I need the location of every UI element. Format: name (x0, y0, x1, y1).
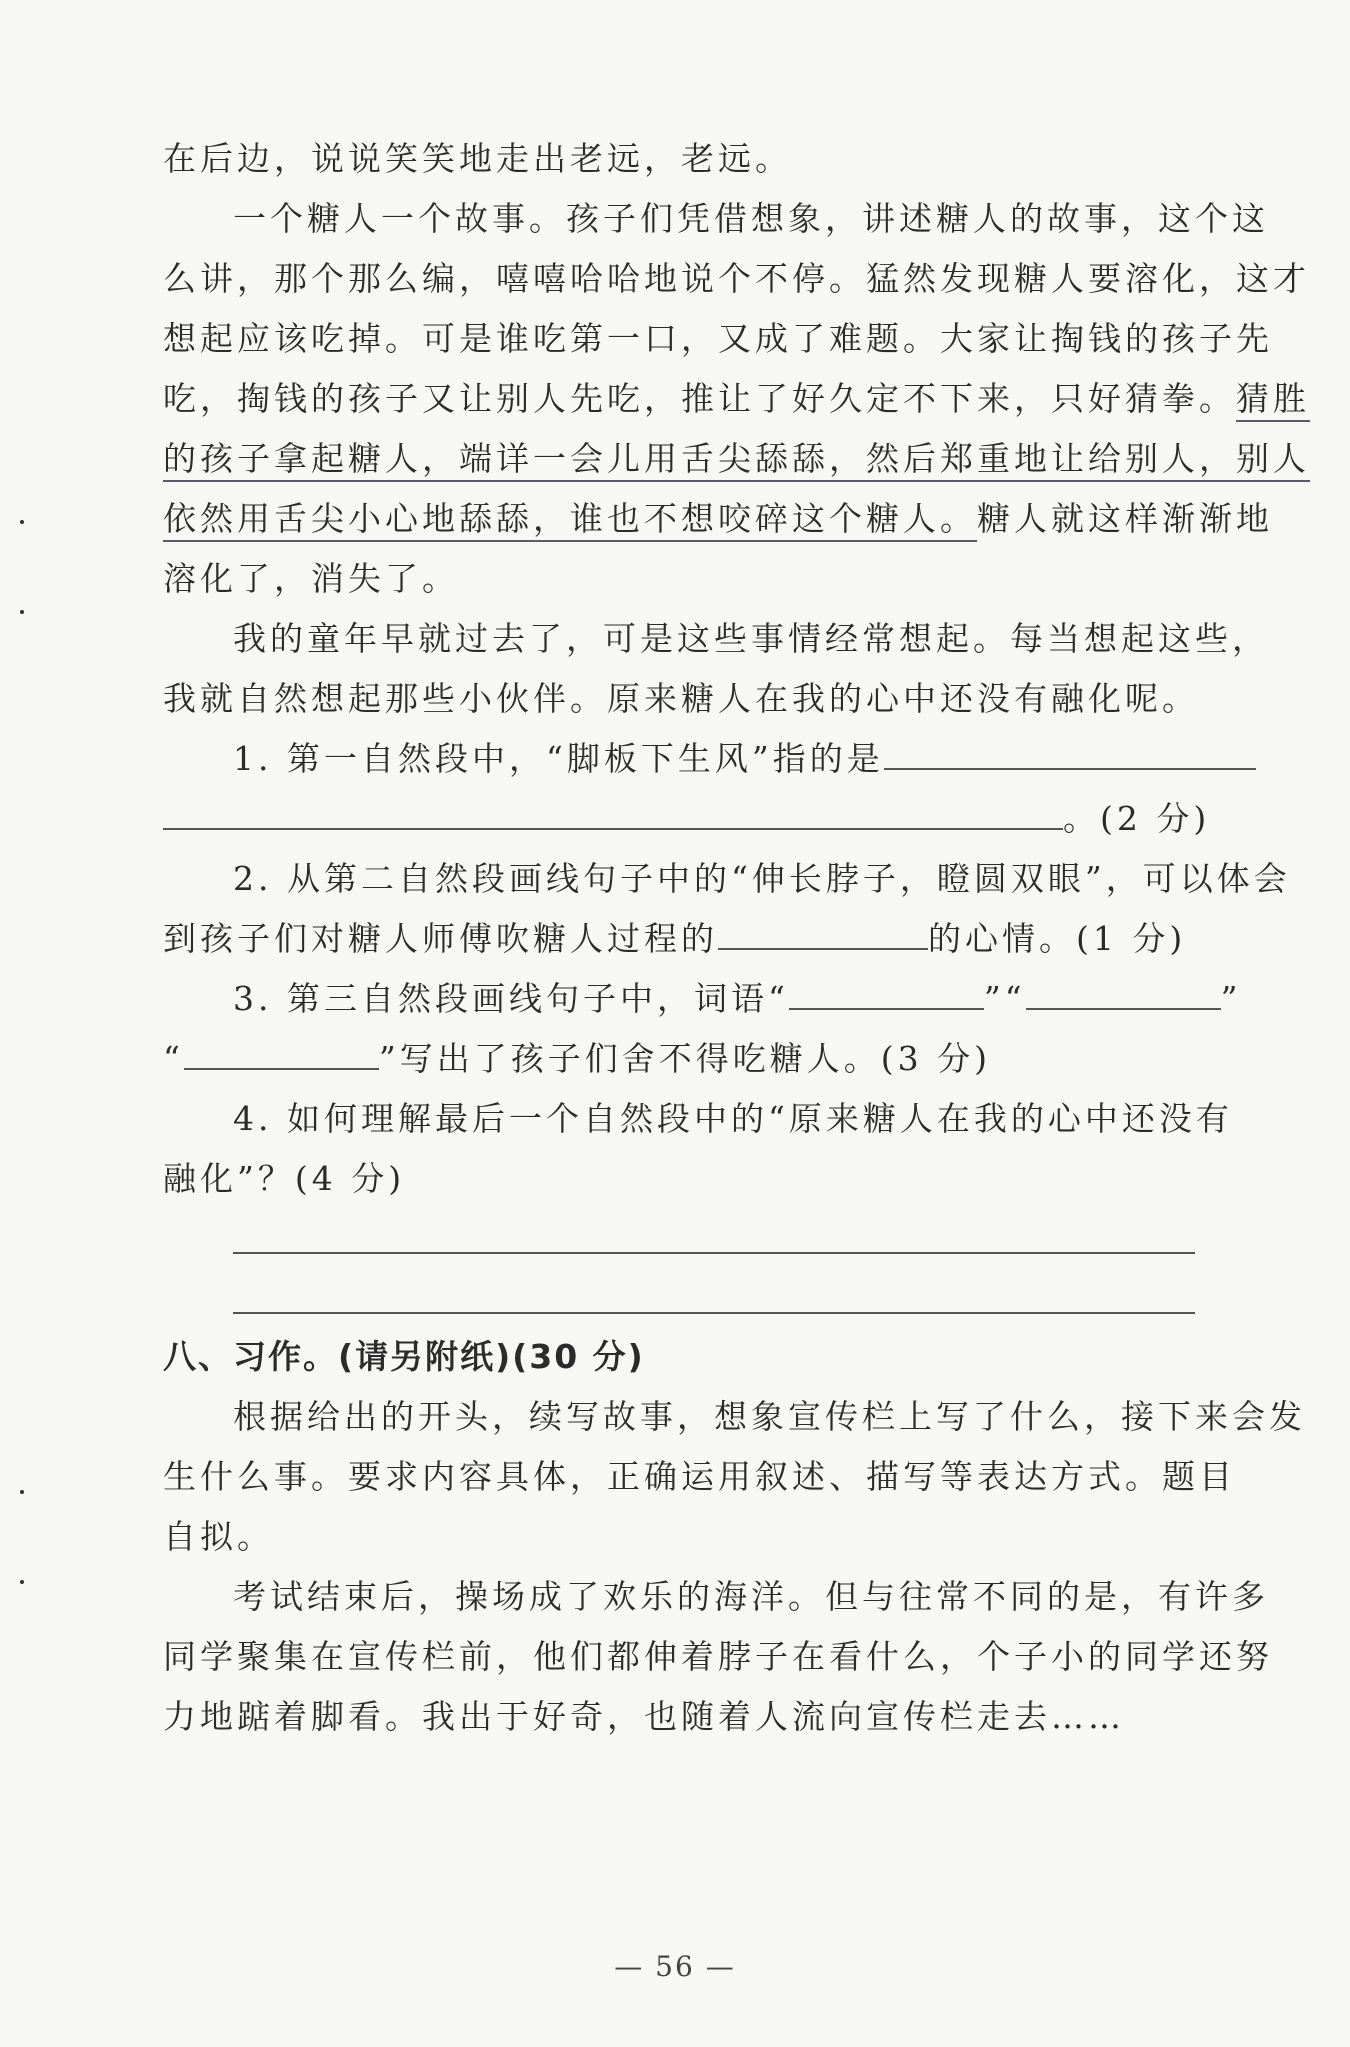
question-text: 的心情。(1 分) (928, 919, 1187, 958)
question-2: 2. 从第二自然段画线句子中的“伸长脖子，瞪圆双眼”，可以体会 (233, 859, 1291, 898)
question-1-cont (163, 796, 1211, 842)
underlined-sentence: 猜胜 (1236, 379, 1310, 422)
prompt-line: 生什么事。要求内容具体，正确运用叙述、描写等表达方式。题目 (163, 1457, 1236, 1496)
answer-line[interactable] (233, 1312, 1195, 1314)
margin-dot (20, 1580, 24, 1584)
page-number: — 56 — (614, 1950, 736, 1983)
question-3-cont (163, 1036, 1193, 1082)
question-4: 4. 如何理解最后一个自然段中的“原来糖人在我的心中还没有 (233, 1099, 1233, 1138)
answer-line[interactable] (233, 1252, 1195, 1254)
passage-text: 吃，掏钱的孩子又让别人先吃，推让了好久定不下来，只好猜拳。 (163, 379, 1236, 418)
passage-line (163, 376, 1310, 422)
prompt-line: 自拟。 (163, 1517, 274, 1556)
underlined-sentence: 的孩子拿起糖人，端详一会儿用舌尖舔舔，然后郑重地让给别人，别人 (163, 439, 1310, 482)
story-start-line: 同学聚集在宣传栏前，他们都伸着脖子在看什么，个子小的同学还努 (163, 1637, 1273, 1676)
passage-line (163, 496, 1273, 542)
passage-line: 我的童年早就过去了，可是这些事情经常想起。每当想起这些， (233, 619, 1269, 658)
passage-line: 我就自然想起那些小伙伴。原来糖人在我的心中还没有融化呢。 (163, 679, 1199, 718)
answer-blank[interactable] (718, 918, 928, 950)
question-text: 到孩子们对糖人师傅吹糖人过程的 (163, 919, 718, 958)
section-heading: 八、习作。(请另附纸)(30 分) (163, 1337, 645, 1376)
question-text: 3. 第三自然段画线句子中，词语“ (233, 979, 789, 1018)
underlined-sentence: 依然用舌尖小心地舔舔，谁也不想咬碎这个糖人。 (163, 499, 977, 542)
passage-text: 糖人就这样渐渐地 (977, 499, 1273, 538)
story-start-line: 考试结束后，操场成了欢乐的海洋。但与往常不同的是，有许多 (233, 1577, 1269, 1616)
answer-blank[interactable] (184, 1038, 379, 1070)
question-4-cont: 融化”？(4 分) (163, 1159, 406, 1198)
passage-line: 想起应该吃掉。可是谁吃第一口，又成了难题。大家让掏钱的孩子先 (163, 319, 1273, 358)
question-3 (163, 976, 1263, 1022)
margin-dot (20, 610, 24, 614)
question-text: ”写出了孩子们舍不得吃糖人。(3 分) (378, 1039, 991, 1078)
passage-line: 在后边，说说笑笑地走出老远，老远。 (163, 139, 792, 178)
passage-line (163, 436, 1310, 482)
story-start-line: 力地踮着脚看。我出于好奇，也随着人流向宣传栏走去…… (163, 1697, 1125, 1736)
answer-blank[interactable] (884, 738, 1256, 770)
passage-line: 么讲，那个那么编，嘻嘻哈哈地说个不停。猛然发现糖人要溶化，这才 (163, 259, 1310, 298)
quote-mark: ” (1220, 979, 1242, 1018)
quote-mark: ”“ (983, 979, 1026, 1018)
question-text: 1. 第一自然段中，“脚板下生风”指的是 (233, 739, 884, 778)
question-1 (163, 736, 1263, 782)
quote-mark: “ (163, 1039, 184, 1078)
margin-dot (20, 1490, 24, 1494)
prompt-line: 根据给出的开头，续写故事，想象宣传栏上写了什么，接下来会发 (233, 1397, 1306, 1436)
answer-blank[interactable] (163, 798, 1063, 830)
question-2-cont (163, 916, 1193, 962)
answer-blank[interactable] (789, 978, 984, 1010)
passage-line: 溶化了，消失了。 (163, 559, 459, 598)
answer-blank[interactable] (1026, 978, 1221, 1010)
passage-line: 一个糖人一个故事。孩子们凭借想象，讲述糖人的故事，这个这 (233, 199, 1269, 238)
margin-dot (20, 520, 24, 524)
question-score: 。(2 分) (1063, 799, 1211, 838)
